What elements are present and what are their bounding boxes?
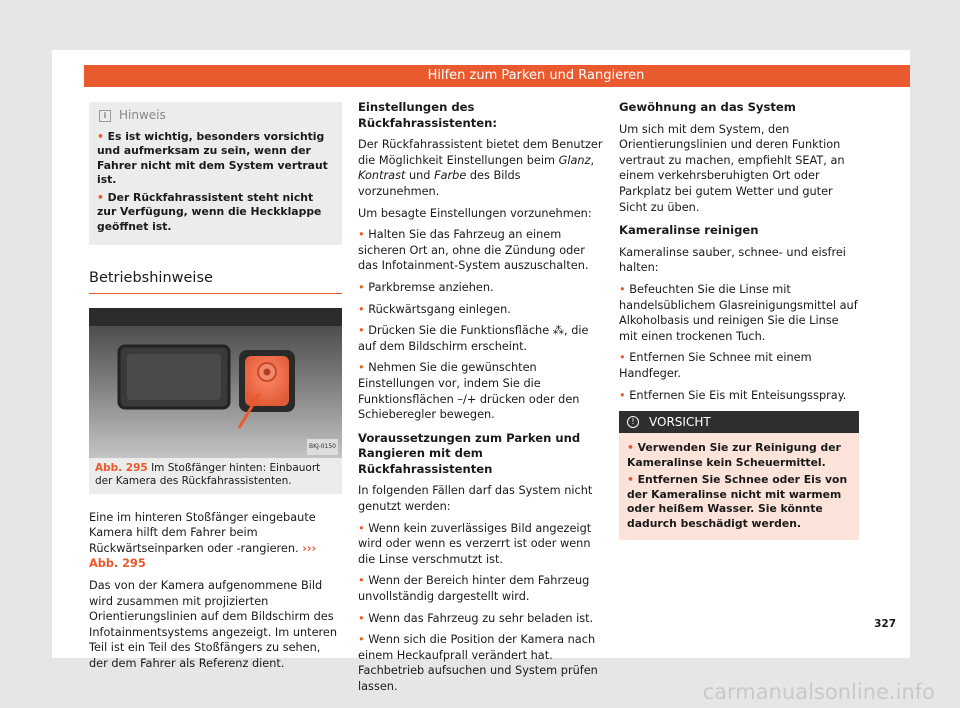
requirement-item: • Wenn das Fahrzeug zu sehr beladen ist.: [358, 611, 594, 625]
settings-step: • Nehmen Sie die gewünschten Einstellungen vor, indem Sie die Funktionsflächen –/+ drücken oder den Schieberegler bewegen.: [358, 361, 580, 422]
caution-box: [619, 411, 859, 540]
hint-item-text: Es ist wichtig, besonders vorsichtig und aufmerksam zu sein, wenn der Fahrer nicht mit dem System vertraut ist.: [97, 129, 328, 187]
bumper-camera-illustration: [89, 308, 342, 458]
camera-description-paragraph: Das von der Kamera aufgenommene Bild wird zusammen mit projizierten Orientierungslinien auf dem Bildschirm des Infotainmentsystems angezeigt. Im unteren Teil ist ein Teil des Stoßfängers zu sehen, der dem Fahrer als Referenz dient.: [89, 579, 338, 671]
caution-header: [619, 411, 859, 433]
cleaning-item: • Befeuchten Sie die Linse mit handelsüblichem Glasreinigungsmittel auf Alkoholbasis und reinigen Sie die Linse mit einen trockenen Tuch.: [619, 282, 858, 343]
requirements-heading: Voraussetzungen zum Parken und Rangieren mit dem Rückfahrassistenten: [358, 430, 581, 476]
settings-step: • Parkbremse anziehen.: [358, 280, 494, 294]
step-text: Parkbremse anziehen.: [368, 280, 494, 294]
caution-list: [627, 441, 851, 531]
caution-text: Entfernen Sie Schnee oder Eis von der Kameralinse nicht mit warmem oder heißem Wasser. Sie könnte dadurch beschädigt werden.: [627, 473, 848, 530]
page-number: 327: [874, 618, 896, 630]
cleaning-item: • Entfernen Sie Schnee mit einem Handfeger.: [619, 351, 812, 380]
hint-item: • Der Rückfahrassistent steht nicht zur Verfügung, wenn die Heckklappe geöffnet ist.: [97, 190, 322, 233]
watermark: carmanualsonline.info: [702, 680, 935, 704]
term-kontrast: Kontrast: [358, 169, 406, 183]
requirement-text: Wenn sich die Position der Kamera nach einem Heckaufprall verändert hat. Fachbetrieb aufsuchen und System prüfen lassen.: [358, 633, 598, 693]
step-text: Nehmen Sie die gewünschten Einstellungen vor, indem Sie die Funktionsflächen –/+ drücken oder den Schieberegler bewegen.: [358, 361, 580, 422]
requirement-text: Wenn kein zuverlässiges Bild angezeigt wird oder wenn es verzerrt ist oder wenn die Linse verschmutzt ist.: [358, 521, 592, 566]
settings-intro: [358, 137, 604, 199]
settings-intro-text: und: [405, 169, 435, 183]
caution-text: Verwenden Sie zur Reinigung der Kameralinse kein Scheuermittel.: [627, 441, 841, 469]
lens-cleaning-intro: Kameralinse sauber, schnee- und eisfrei halten:: [619, 245, 846, 275]
settings-intro-text: ,: [590, 153, 595, 167]
hint-item-text: Der Rückfahrassistent steht nicht zur Verfügung, wenn die Heckklappe geöffnet ist.: [97, 190, 322, 233]
settings-intro-text: des Bilds vorzunehmen.: [358, 169, 521, 198]
caption-label: Abb. 295: [95, 461, 148, 474]
caution-item: • Entfernen Sie Schnee oder Eis von der Kameralinse nicht mit warmem oder heißem Wasser. Sie könnte dadurch beschädigt werden.: [627, 473, 848, 530]
step-text: Halten Sie das Fahrzeug an einem sicheren Ort an, ohne die Zündung oder das Infotainment-System auszuschalten.: [358, 228, 589, 273]
cleaning-text: Befeuchten Sie die Linse mit handelsüblichem Glasreinigungsmittel auf Alkoholbasis und reinigen Sie die Linse mit einen trockenen Tuch.: [619, 282, 858, 343]
caution-body: [619, 433, 859, 540]
settings-step: • Drücken Sie die Funktionsfläche ⁂, die auf dem Bildschirm erscheint.: [358, 324, 589, 353]
caution-item: • Verwenden Sie zur Reinigung der Kameralinse kein Scheuermittel.: [627, 441, 841, 469]
cleaning-text: Entfernen Sie Schnee mit einem Handfeger.: [619, 351, 812, 380]
page-header-title: Hilfen zum Parken und Rangieren: [427, 68, 645, 83]
hint-box: [89, 102, 342, 245]
term-farbe: Farbe: [434, 169, 467, 183]
column-middle: [358, 100, 604, 701]
intro-text: Eine im hinteren Stoßfänger eingebaute Kamera hilft dem Fahrer beim Rückwärtseinparken oder -rangieren.: [89, 510, 316, 555]
hint-title: Hinweis: [119, 108, 166, 122]
column-left: [89, 102, 342, 678]
bumper-camera-figure: [89, 308, 342, 458]
hint-header: [97, 108, 334, 124]
settings-intro-text: Der Rückfahrassistent bietet dem Benutzer die Möglichkeit Einstellungen beim: [358, 138, 603, 167]
requirement-item: • Wenn der Bereich hinter dem Fahrzeug unvollständig dargestellt wird.: [358, 574, 590, 604]
requirement-text: Wenn das Fahrzeug zu sehr beladen ist.: [368, 611, 594, 625]
lens-cleaning-heading: Kameralinse reinigen: [619, 223, 759, 238]
requirement-item: • Wenn sich die Position der Kamera nach einem Heckaufprall verändert hat. Fachbetrieb aufsuchen und System prüfen lassen.: [358, 633, 598, 693]
manual-page: [52, 50, 910, 693]
figure-reference-link[interactable]: ››› Abb. 295: [89, 541, 317, 571]
info-icon: i: [99, 110, 111, 122]
caution-title: VORSICHT: [649, 415, 711, 430]
cleaning-text: Entfernen Sie Eis mit Enteisungsspray.: [629, 388, 847, 402]
section-title: Betriebshinweise: [89, 271, 342, 294]
step-text: Drücken Sie die Funktionsfläche ⁂, die auf dem Bildschirm erscheint.: [358, 324, 589, 353]
column-right: [619, 100, 859, 540]
header-bar: [52, 65, 910, 87]
term-glanz: Glanz: [558, 153, 591, 167]
habituation-heading: Gewöhnung an das System: [619, 100, 796, 114]
figure-caption: [89, 458, 342, 494]
requirement-text: Wenn der Bereich hinter dem Fahrzeug unvollständig dargestellt wird.: [358, 574, 590, 604]
settings-lead: Um besagte Einstellungen vorzunehmen:: [358, 206, 592, 220]
settings-step: • Halten Sie das Fahrzeug an einem sicheren Ort an, ohne die Zündung oder das Infotainment-System auszuschalten.: [358, 228, 589, 273]
settings-step: • Rückwärtsgang einlegen.: [358, 302, 511, 316]
requirement-item: • Wenn kein zuverlässiges Bild angezeigt wird oder wenn es verzerrt ist oder wenn die Linse verschmutzt ist.: [358, 521, 592, 566]
hint-list: [97, 130, 334, 235]
hint-item: • Es ist wichtig, besonders vorsichtig und aufmerksam zu sein, wenn der Fahrer nicht mit dem System vertraut ist.: [97, 129, 328, 187]
intro-paragraph: [89, 510, 342, 572]
figure-code: BKJ-0150: [307, 439, 338, 455]
cleaning-item: • Entfernen Sie Eis mit Enteisungsspray.: [619, 388, 847, 402]
warning-icon: !: [627, 416, 639, 428]
habituation-text: Um sich mit dem System, den Orientierungslinien und deren Funktion vertraut zu machen, empfiehlt SEAT, an einem verkehrsberuhigten Ort oder Parkplatz bei gutem Wetter und guter Sicht zu üben.: [619, 122, 845, 214]
requirements-intro: In folgenden Fällen darf das System nicht genutzt werden:: [358, 484, 593, 514]
settings-heading: Einstellungen des Rückfahrassistenten:: [358, 100, 498, 130]
caption-text: Im Stoßfänger hinten: Einbauort der Kamera des Rückfahrassistenten.: [95, 461, 321, 488]
step-text: Rückwärtsgang einlegen.: [368, 302, 511, 316]
header-gap: [52, 65, 84, 87]
